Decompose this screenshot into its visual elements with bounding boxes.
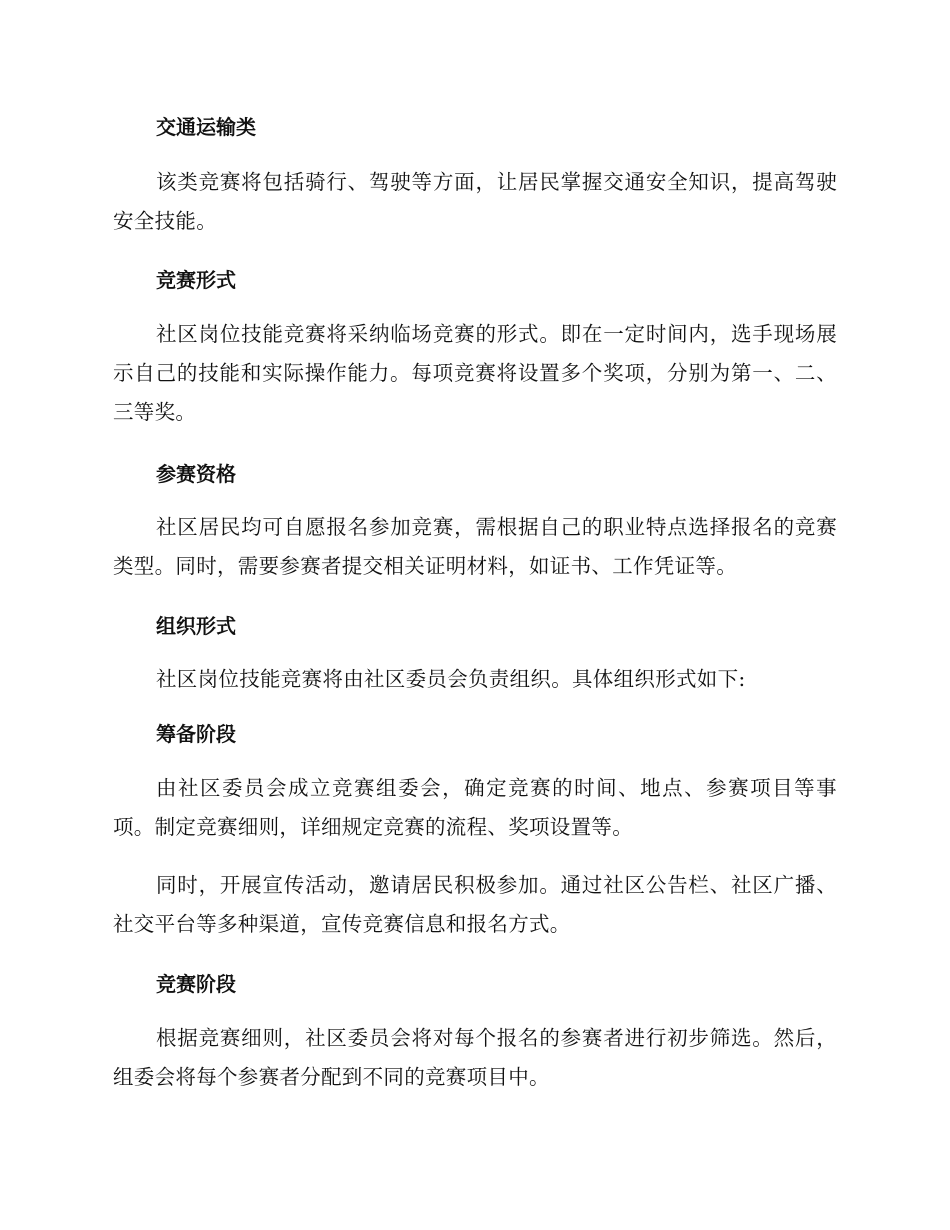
paragraph: 社区岗位技能竞赛将采纳临场竞赛的形式。即在一定时间内，选手现场展示自己的技能和实际操作能力。每项竞赛将设置多个奖项，分别为第一、二、三等奖。 bbox=[113, 322, 837, 424]
section-heading: 参赛资格 bbox=[156, 462, 236, 486]
paragraph: 同时，开展宣传活动，邀请居民积极参加。通过社区公告栏、社区广播、社交平台等多种渠道，宣传竞赛信息和报名方式。 bbox=[113, 873, 837, 936]
paragraph: 由社区委员会成立竞赛组委会，确定竞赛的时间、地点、参赛项目等事项。制定竞赛细则，详细规定竞赛的流程、奖项设置等。 bbox=[113, 776, 837, 839]
section-heading: 竞赛阶段 bbox=[156, 972, 236, 996]
section-heading: 竞赛形式 bbox=[156, 268, 236, 292]
paragraph: 该类竞赛将包括骑行、驾驶等方面，让居民掌握交通安全知识，提高驾驶安全技能。 bbox=[113, 170, 837, 233]
section-heading: 交通运输类 bbox=[156, 115, 256, 139]
paragraph: 社区居民均可自愿报名参加竞赛，需根据自己的职业特点选择报名的竞赛类型。同时，需要参赛者提交相关证明材料，如证书、工作凭证等。 bbox=[113, 515, 837, 578]
paragraph: 社区岗位技能竞赛将由社区委员会负责组织。具体组织形式如下: bbox=[156, 667, 746, 691]
section-heading: 组织形式 bbox=[156, 614, 236, 638]
paragraph: 根据竞赛细则，社区委员会将对每个报名的参赛者进行初步筛选。然后，组委会将每个参赛者分配到不同的竞赛项目中。 bbox=[113, 1026, 837, 1089]
section-heading: 筹备阶段 bbox=[156, 722, 236, 746]
